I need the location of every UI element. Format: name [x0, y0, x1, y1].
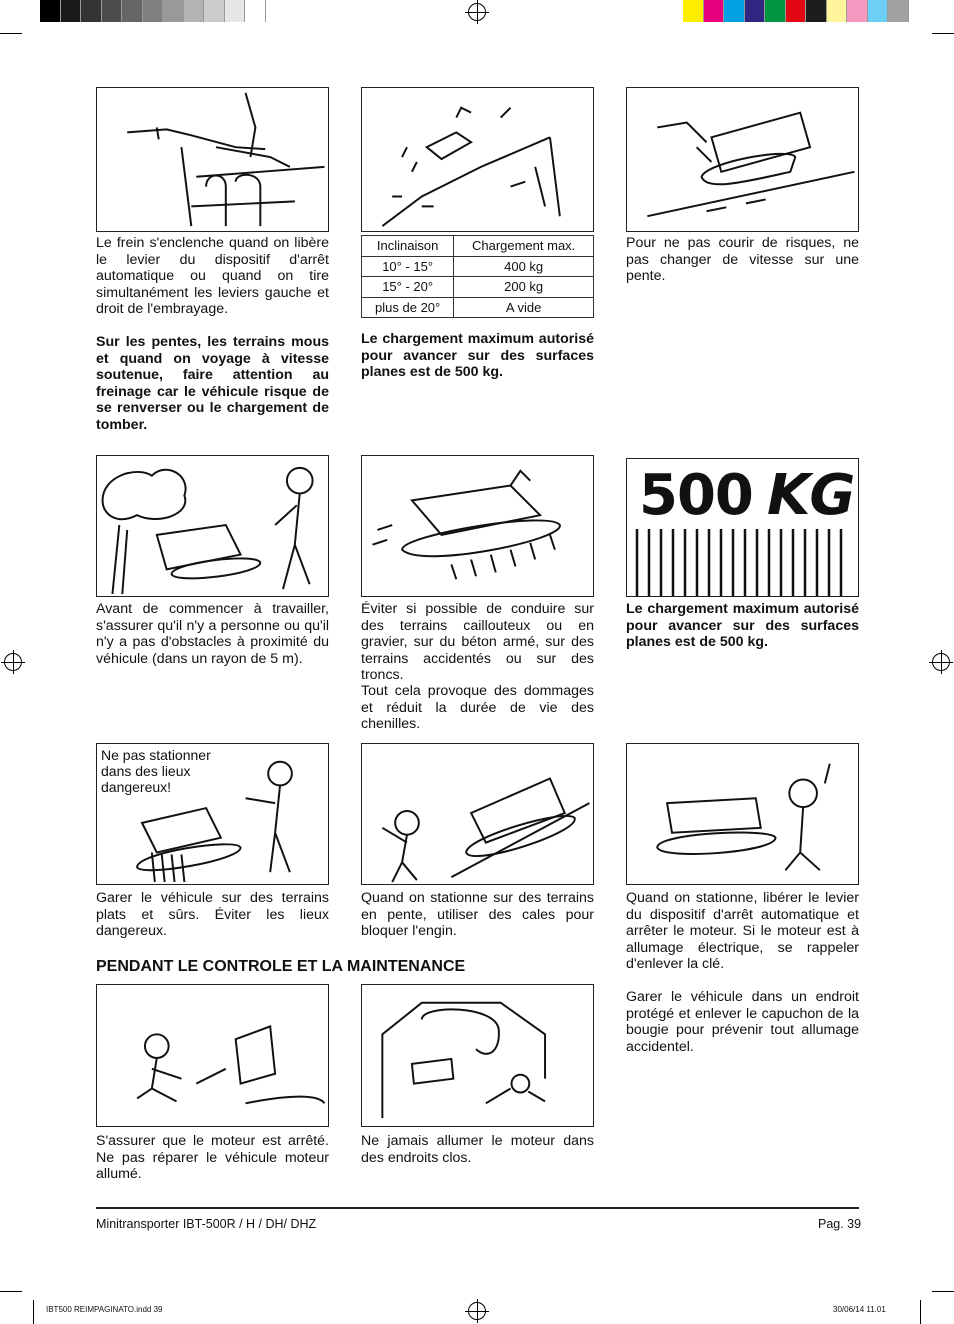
section-title: PENDANT LE CONTROLE ET LA MAINTENANCE: [96, 958, 466, 975]
table-header: Chargement max.: [454, 236, 594, 257]
crop-mark: [0, 33, 22, 34]
inclination-table: [361, 235, 594, 318]
max-load-caption: Le chargement maximum autorisé pour avancer sur des surfaces planes est de 500 kg.: [626, 601, 859, 650]
table-cell: 10° - 15°: [362, 256, 454, 277]
brake-lever-illustration: [96, 87, 329, 232]
process-color-bar: [683, 0, 909, 22]
gear-caption: Pour ne pas courir de risques, ne pas changer de vitesse sur une pente.: [626, 235, 859, 284]
closed-space-illustration: [361, 984, 594, 1127]
crop-mark: [920, 1300, 921, 1324]
stripes-icon: [627, 529, 859, 597]
registration-mark-icon: [932, 653, 950, 671]
key-caption-1: Quand on stationne, libérer le levier du dispositif d'arrêt automatique et arrêter le moteur. Si le moteur est à allumage électrique, se rappeler d'enlever la clé.: [626, 890, 859, 972]
dangerous-parking-illustration: [96, 743, 329, 885]
500kg-logo: [626, 458, 859, 597]
chocks-caption: Quand on stationne sur des terrains en pente, utiliser des cales pour bloquer l'engin.: [361, 890, 594, 939]
danger-sign-text: Ne pas stationner dans des lieux dangereux!: [101, 747, 211, 795]
slope-chocks-illustration: [361, 743, 594, 885]
table-cell: plus de 20°: [362, 297, 454, 318]
table-row: [362, 297, 594, 318]
key-caption-2: Garer le véhicule dans un endroit protégé et enlever le capuchon de la bougie pour prévenir tout allumage accidentel.: [626, 989, 859, 1055]
engine-off-check-illustration: [96, 984, 329, 1127]
slope-warning: Sur les pentes, les terrains mous et quand on voyage à vitesse soutenue, faire attention au freinage car le véhicule risque de se renverser ou le chargement de tomber.: [96, 334, 329, 433]
key-removal-illustration: [626, 743, 859, 885]
slug-date: 30/06/14 11.01: [833, 1305, 886, 1314]
crop-mark: [33, 1300, 34, 1324]
parking-caption: Garer le véhicule sur des terrains plats et sûrs. Éviter les lieux dangereux.: [96, 890, 329, 939]
surroundings-caption: Avant de commencer à travailler, s'assurer qu'il n'y a personne ou qu'il n'y a pas d'obstacles à proximité du véhicule (dans un rayon de 5 m).: [96, 601, 329, 667]
table-header: Inclinaison: [362, 236, 454, 257]
gray-color-bar: [40, 0, 266, 22]
brake-caption: Le frein s'enclenche quand on libère le levier du dispositif d'arrêt automatique ou quand on tire simultanément les leviers gauche et droit de l'embrayage.: [96, 235, 329, 317]
slug-file: IBT500 REIMPAGINATO.indd 39: [46, 1305, 163, 1314]
rough-terrain-illustration: [361, 455, 594, 597]
crop-mark: [0, 1291, 22, 1292]
terrain-caption-2: Tout cela provoque des dommages et réduit la durée de vie des chenilles.: [361, 683, 594, 732]
gear-change-slope-illustration: [626, 87, 859, 232]
closed-space-caption: Ne jamais allumer le moteur dans des endroits clos.: [361, 1133, 594, 1166]
table-cell: 200 kg: [454, 277, 594, 298]
table-cell: A vide: [454, 297, 594, 318]
logo-number: 500: [639, 463, 753, 528]
crop-mark: [932, 33, 954, 34]
registration-mark-icon: [468, 1302, 486, 1320]
registration-mark-icon: [4, 653, 22, 671]
table-row: [362, 256, 594, 277]
crop-mark: [932, 1291, 954, 1292]
max-load-note: Le chargement maximum autorisé pour avancer sur des surfaces planes est de 500 kg.: [361, 331, 594, 380]
registration-mark-icon: [468, 3, 486, 21]
engine-off-caption: S'assurer que le moteur est arrêté. Ne pas réparer le véhicule moteur allumé.: [96, 1133, 329, 1182]
page-number: Pag. 39: [818, 1217, 862, 1231]
table-row: [362, 277, 594, 298]
logo-unit: KG: [767, 463, 855, 528]
footer-rule: [96, 1207, 859, 1209]
table-cell: 15° - 20°: [362, 277, 454, 298]
check-surroundings-illustration: [96, 455, 329, 597]
slope-transporter-illustration: [361, 87, 594, 232]
footer-model: Minitransporter IBT-500R / H / DH/ DHZ: [96, 1217, 317, 1231]
terrain-caption-1: Éviter si possible de conduire sur des terrains caillouteux ou en gravier, sur du béton armé, sur des terrains accidentés ou sur des troncs.: [361, 601, 594, 683]
table-cell: 400 kg: [454, 256, 594, 277]
